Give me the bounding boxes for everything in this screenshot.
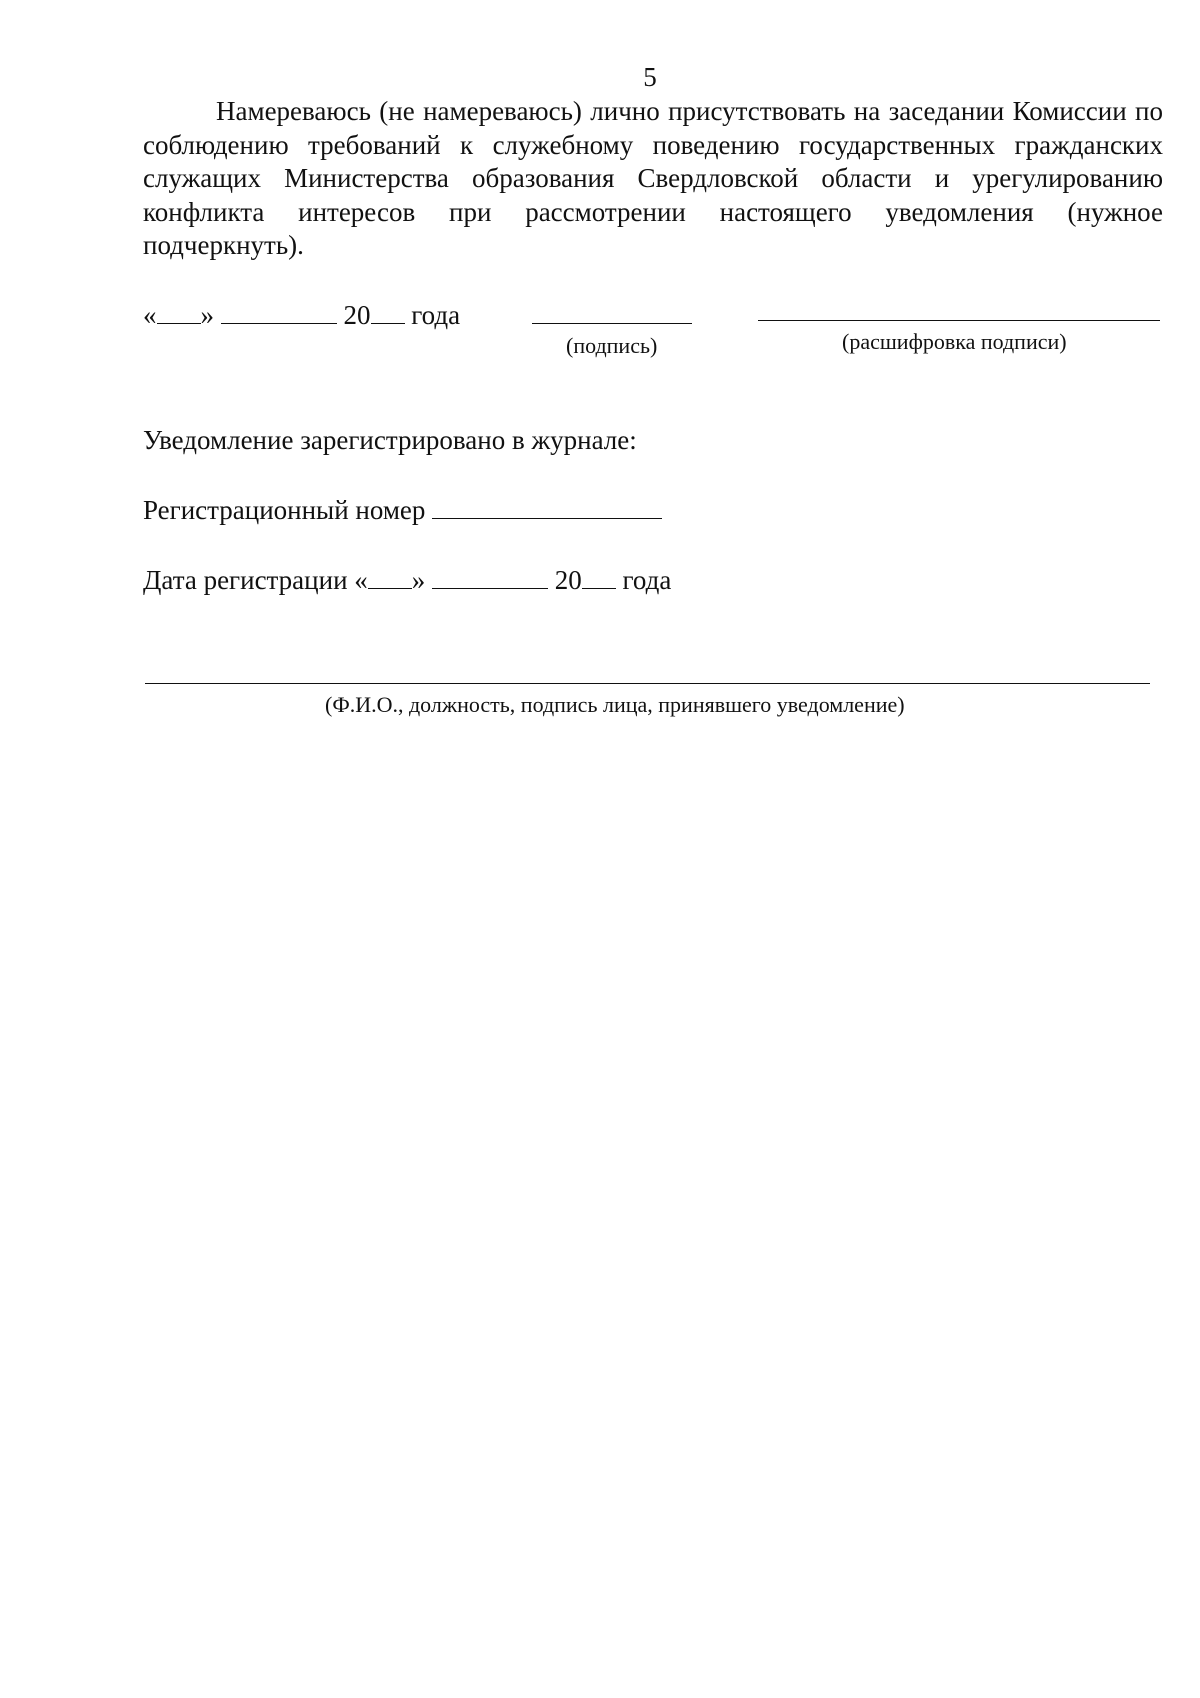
registration-number-line bbox=[143, 495, 662, 526]
registration-month-blank[interactable] bbox=[432, 587, 548, 589]
date-close-quote: » bbox=[200, 300, 214, 330]
signature-caption: (подпись) bbox=[566, 333, 658, 358]
registration-year-blank[interactable] bbox=[582, 587, 616, 589]
day-blank[interactable] bbox=[157, 322, 201, 324]
registration-heading: Уведомление зарегистрировано в журнале: bbox=[143, 425, 637, 455]
registration-day-blank[interactable] bbox=[368, 587, 412, 589]
registration-date-label: Дата регистрации « bbox=[143, 565, 368, 595]
receiver-caption: (Ф.И.О., должность, подпись лица, принявшего уведомление) bbox=[325, 692, 905, 717]
year-suffix: года bbox=[411, 300, 461, 330]
registration-number-field[interactable] bbox=[432, 517, 662, 519]
date-line bbox=[143, 300, 460, 331]
signature-field[interactable] bbox=[532, 323, 692, 324]
year-blank[interactable] bbox=[371, 322, 405, 324]
date-open-quote: « bbox=[143, 300, 157, 330]
registration-date-line bbox=[143, 565, 671, 596]
intention-paragraph: Намереваюсь (не намереваюсь) лично присутствовать на заседании Комиссии по соблюдению требований к служебному поведению государственных гражданских служащих Министерства образования Свердловской области и урегулированию конфликта интересов при рассмотрении настоящего уведомления (нужное подчеркнуть). bbox=[143, 96, 1163, 260]
month-blank[interactable] bbox=[221, 322, 337, 324]
year-prefix: 20 bbox=[343, 300, 371, 330]
registration-year-suffix: года bbox=[622, 565, 672, 595]
signature-decoding-field[interactable] bbox=[758, 320, 1160, 321]
page-number: 5 bbox=[643, 62, 657, 92]
receiver-field[interactable] bbox=[145, 683, 1150, 684]
registration-number-label: Регистрационный номер bbox=[143, 495, 426, 525]
registration-year-prefix: 20 bbox=[554, 565, 582, 595]
registration-date-close-quote: » bbox=[411, 565, 426, 595]
signature-decoding-caption: (расшифровка подписи) bbox=[842, 329, 1067, 354]
